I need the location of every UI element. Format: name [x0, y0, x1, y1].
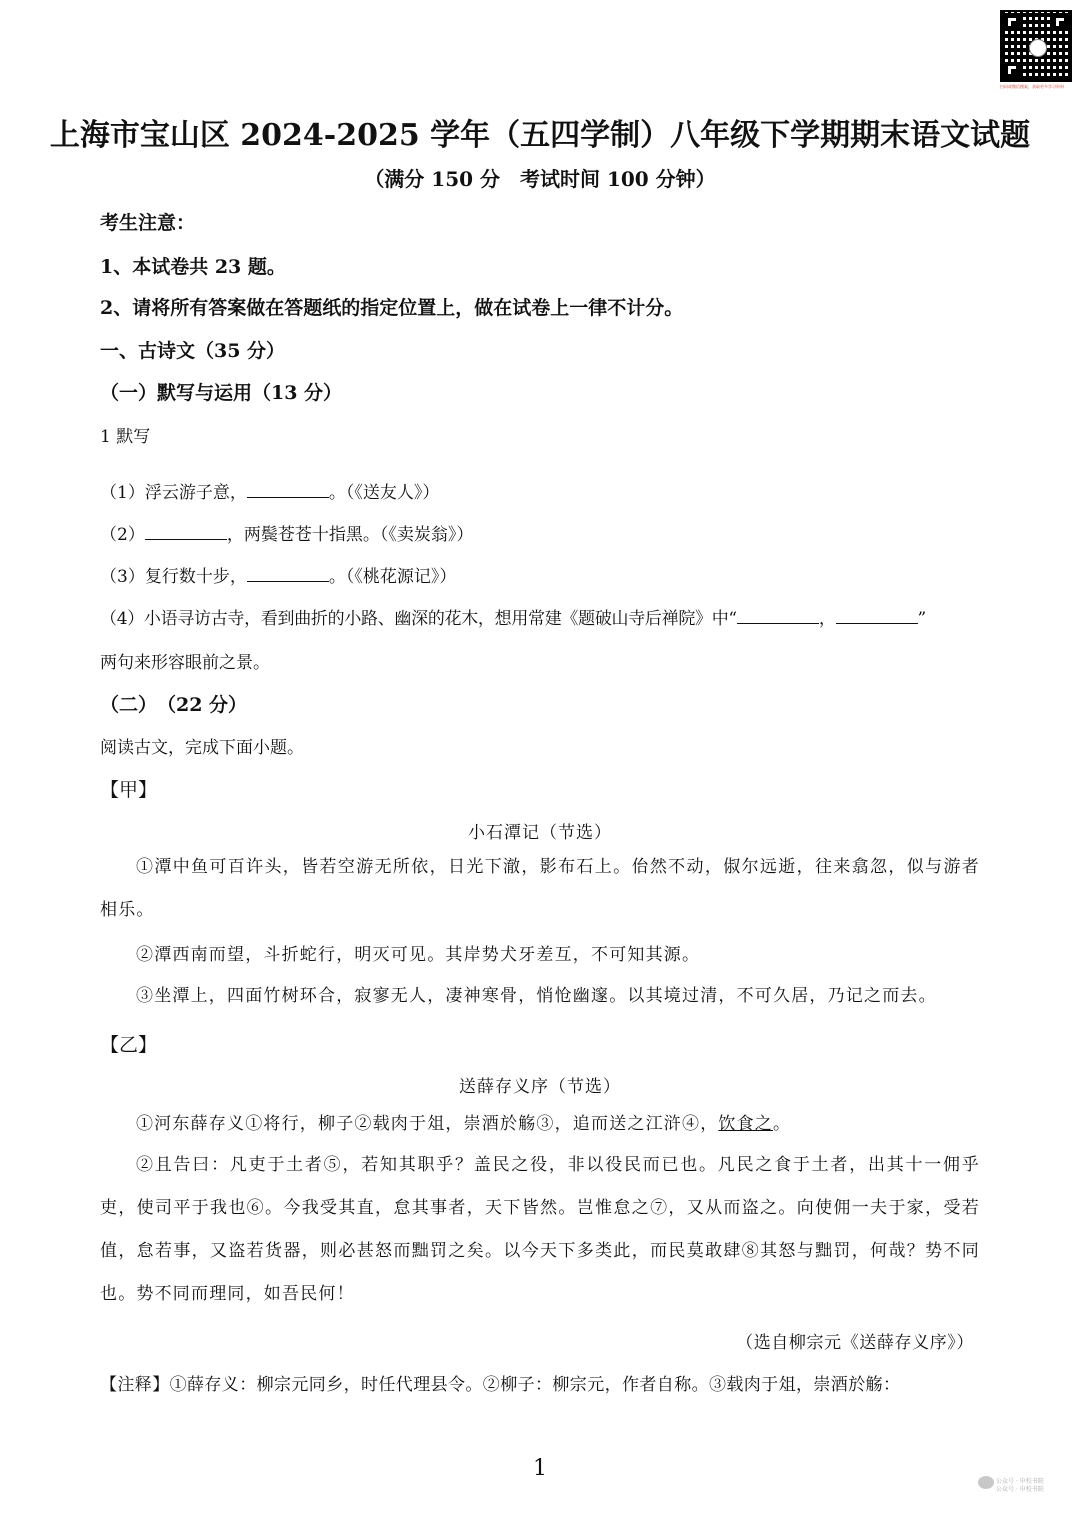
question-1-4-continued: 两句来形容眼前之景。: [100, 653, 270, 673]
answer-blank: [836, 622, 918, 624]
passage-a-label: 【甲】: [100, 779, 158, 801]
wechat-icon: [978, 1476, 994, 1489]
q1-1-text-before: （1）浮云游子意，: [100, 483, 247, 503]
passage-b-label: 【乙】: [100, 1034, 158, 1056]
question-1-2: [100, 520, 473, 545]
page-number: 1: [533, 1456, 547, 1481]
q1-3-text-before: （3）复行数十步，: [100, 567, 247, 587]
part-2-instructions: 阅读古文，完成下面小题。: [100, 738, 304, 758]
qr-finder-bottom-left: [1004, 62, 1020, 78]
question-1-label: 1 默写: [100, 427, 151, 447]
question-1-1: [100, 478, 439, 503]
passage-b-p1-end: 。: [773, 1114, 792, 1134]
q1-4-separator: ，: [818, 609, 836, 629]
exam-title: 上海市宝山区 2024-2025 学年（五四学制）八年级下学期期末语文试题: [49, 118, 1031, 153]
part-1-heading: （一）默写与运用（13 分）: [100, 382, 343, 404]
section-1-heading: 一、古诗文（35 分）: [100, 340, 286, 362]
passage-b-p1-text: ①河东薛存义①将行，柳子②载肉于俎，崇酒於觞③，追而送之江浒④，: [136, 1114, 719, 1134]
notice-item-2: 2、请将所有答案做在答题纸的指定位置上，做在试卷上一律不计分。: [100, 297, 684, 319]
watermark-line-1: 公众号 · 申校书院: [996, 1478, 1044, 1485]
q1-1-text-after: 。（《送友人》）: [328, 483, 440, 503]
passage-b-paragraph-2: ②且告曰：凡吏于土者⑤，若知其职乎？盖民之役，非以役民而已也。凡民之食于土者，出其十一佣乎吏，使司平于我也⑥。今我受其直，怠其事者，天下皆然。岂惟怠之⑦，又从而盗之。向使佣一夫于家，受若值，怠若事，又盗若货器，则必甚怒而黜罚之矣。以今天下多类此，而民莫敢肆⑧其怒与黜罚，何哉？势不同也。势不同而理同，如吾民何！: [100, 1155, 980, 1304]
answer-blank: [247, 580, 329, 582]
qr-caption: 扫码或微信搜索，获取更多学习资料: [1000, 84, 1064, 89]
watermark: [996, 1478, 1044, 1494]
passage-b-title: 送薛存义序（节选）: [459, 1077, 621, 1097]
passage-a-title: 小石潭记（节选）: [468, 823, 612, 843]
qr-finder-top-left: [1004, 14, 1020, 30]
passage-a-paragraph-1: ①潭中鱼可百许头，皆若空游无所依，日光下澈，影布石上。佁然不动，俶尔远逝，往来翕忽，似与游者相乐。: [100, 857, 980, 920]
q1-2-text-before: （2）: [100, 525, 145, 545]
answer-blank: [737, 622, 819, 624]
passage-a-paragraph-3: ③坐潭上，四面竹树环合，寂寥无人，凄神寒骨，悄怆幽邃。以其境过清，不可久居，乃记之而去。: [136, 986, 937, 1006]
passage-b-paragraph-1: [100, 1103, 980, 1146]
q1-3-text-after: 。（《桃花源记》）: [328, 567, 457, 587]
q1-4-text-before: （4）小语寻访古寺，看到曲折的小路、幽深的花木，想用常建《题破山寺后禅院》中“: [100, 609, 737, 629]
passage-b-source: （选自柳宗元《送薛存义序》）: [736, 1333, 974, 1353]
passage-b-p1-underlined: 饮食之: [718, 1114, 774, 1134]
answer-blank: [145, 538, 227, 540]
q1-2-text-after: ，两鬓苍苍十指黑。（《卖炭翁》）: [226, 525, 474, 545]
part-2-heading: （二） （22 分）: [100, 694, 248, 716]
question-1-3: [100, 562, 456, 587]
q1-4-text-after: ”: [917, 609, 926, 629]
exam-subtitle: （满分 150 分 考试时间 100 分钟）: [364, 167, 716, 191]
question-1-4: [100, 604, 926, 629]
passage-a-paragraph-2: ②潭西南而望，斗折蛇行，明灭可见。其岸势犬牙差互，不可知其源。: [136, 945, 701, 965]
answer-blank: [247, 496, 329, 498]
qr-finder-top-right: [1052, 14, 1068, 30]
notice-item-1: 1、本试卷共 23 题。: [100, 256, 286, 278]
notice-heading: 考生注意：: [100, 212, 196, 234]
watermark-line-2: 公众号 · 申校书院: [996, 1486, 1044, 1493]
qr-logo: [1029, 39, 1047, 57]
qr-code: [1000, 10, 1072, 82]
passage-b-notes: 【注释】①薛存义：柳宗元同乡，时任代理县令。②柳子：柳宗元，作者自称。③载肉于俎，崇酒於觞：: [100, 1375, 901, 1395]
